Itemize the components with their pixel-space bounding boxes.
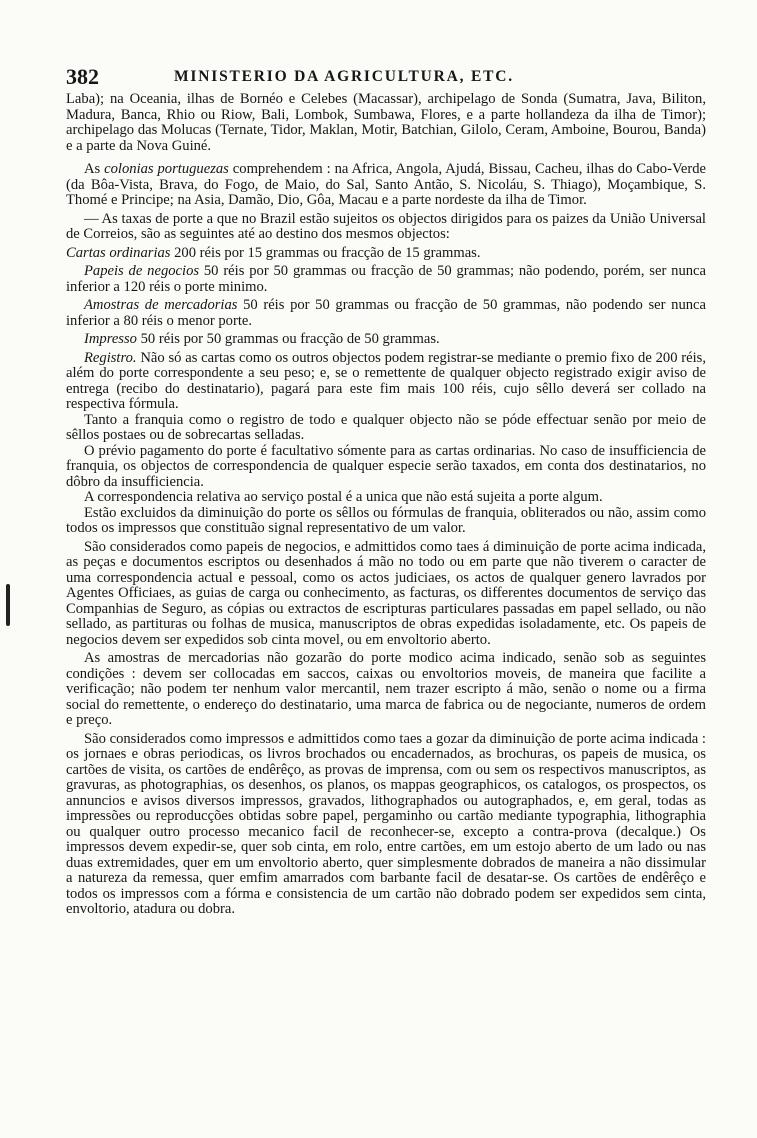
paragraph-lead: Amostras de mercadorias	[84, 297, 238, 313]
paragraph-lead: Papeis de negocios	[84, 263, 200, 279]
paragraph: A correspondencia relativa ao serviço postal é a unica que não está sujeita a porte algum.	[84, 489, 603, 505]
book-page	[66, 64, 706, 918]
paragraph: São considerados como papeis de negocios, e admittidos como taes á diminuição de porte acima indicada, as peças e documentos escriptos ou desenhados á mão no todo ou em parte que não tiverem o caracter de uma correspondencia actual e pessoal, como os actos judiciaes, os actos de qualquer genero lavrados por Agentes Officiaes, as guias de carga ou conhecimento, as facturas, os differentes documentos de serviço das Companhias de Seguro, as cópias ou extractos de escripturas particulares passadas em papel sellado, ou não sellado, as partituras ou folhas de musica, manuscriptos de obras expedidas isoladamente, etc. Os papeis de negocios devem ser expedidos sob cinta movel, ou em envoltorio aberto.	[66, 538, 706, 648]
paragraph-lead: Impresso	[84, 331, 137, 347]
paragraph: As colonias portuguezas comprehendem : na Africa, Angola, Ajudá, Bissau, Cacheu, ilhas do Cabo-Verde (da Bôa-Vista, Brava, do Fogo, de Maio, do Sal, Santo Antão, S. Nicoláu, S. Thiago), Moçambique, S. Thomé e Principe; na Asia, Damão, Dio, Gôa, Macau e a parte nordeste da ilha de Timor.	[66, 161, 706, 208]
paragraph: Papeis de negocios 50 réis por 50 grammas ou fracção de 50 grammas; não podendo, porém, ser nunca inferior a 120 réis o porte minimo.	[66, 263, 706, 295]
paragraph: Laba); na Oceania, ilhas de Bornéo e Celebes (Macassar), archipelago de Sonda (Sumatra, Java, Biliton, Madura, Banca, Rhio ou Riow, Bali, Lombok, Sumbawa, Flores, e a parte hollandeza da ilha de Timor); archipelago das Molucas (Ternate, Tidor, Maklan, Motir, Batchian, Gilolo, Ceram, Amboine, Bourou, Banda) e a parte da Nova Guiné.	[66, 91, 706, 154]
paragraph-lead: Registro.	[84, 349, 137, 366]
body-text	[66, 92, 706, 918]
paragraph: Estão excluidos da diminuição do porte os sêllos ou fórmulas de franquia, obliterados ou não, assim como todos os impressos que constituão signal representativo de um valor.	[66, 504, 706, 536]
paragraph: Registro. Não só as cartas como os outros objectos podem registrar-se mediante o premio fixo de 200 réis, além do porte correspondente a seu peso; e, se o remettente de qualquer objecto registrado exigir aviso de entrega (recibo do destinatario), pagará para este fim mais 100 réis, cujo sêllo deverá ser collado na respectiva fórmula.	[66, 349, 706, 412]
paragraph-lead: colonias portuguezas	[104, 161, 229, 177]
paragraph: As amostras de mercadorias não gozarão do porte modico acima indicado, senão sob as seguintes condições : devem ser collocadas em saccos, caixas ou envoltorios moveis, de maneira que facilite a verificação; não podem ter nenhum valor mercantil, nem trazer escripto á mão, senão o nome ou a firma social do remettente, o endereço do destinatario, uma marca de fabrica ou de negociante, numeros de ordem e preço.	[66, 650, 706, 728]
paragraph: São considerados como impressos e admittidos como taes a gozar da diminuição de porte acima indicada : os jornaes e obras periodicas, os livros brochados ou encadernados, as brochuras, os papeis de musica, os cartões de visita, os cartões de endêrêço, as provas de imprensa, com ou sem os respectivos manuscriptos, as gravuras, as photographias, os desenhos, os planos, os mappas geographicos, os catalogos, os prospectos, os annuncios e avisos diversos impressos, gravados, lithographados ou autographados, e, em geral, todas as impressões ou reproducções obtidas sobre papel, pergaminho ou cartão mediante typographia, lithographia ou qualquer outro processo mecanico facil de reconhecer-se, excepto a contra-prova (decalque.) Os impressos devem expedir-se, quer sob cinta, em rolo, entre cartões, em um estojo aberto de um lado ou nas duas extremidades, quer em um envoltorio aberto, quer simplesmente dobrados de maneira a não dissimular a natureza da remessa, quer emfim amarrados com barbante facil de desatar-se. Os cartões de endêrêço e todos os impressos com a fórma e consistencia de um cartão não dobrado podem ser expedidos sem cinta, envoltorio, atadura ou dobra.	[66, 730, 706, 917]
paragraph: Amostras de mercadorias 50 réis por 50 grammas ou fracção de 50 grammas, não podendo ser nunca inferior a 80 réis o menor porte.	[66, 297, 706, 329]
paragraph: Tanto a franquia como o registro de todo e qualquer objecto não se póde effectuar senão por meio de sêllos postaes ou de sobrecartas selladas.	[66, 411, 706, 443]
paragraph-lead: Cartas ordinarias	[66, 244, 171, 261]
page-number: 382	[66, 64, 99, 89]
paragraph: Impresso 50 réis por 50 grammas ou fracção de 50 grammas.	[84, 331, 440, 347]
page-header	[66, 64, 706, 90]
page-binding-mark	[6, 584, 10, 626]
paragraph: Cartas ordinarias 200 réis por 15 grammas ou fracção de 15 grammas.	[66, 244, 481, 261]
running-head: MINISTERIO DA AGRICULTURA, ETC.	[174, 68, 514, 85]
paragraph: — As taxas de porte a que no Brazil estão sujeitos os objectos dirigidos para os paizes da União Universal de Correios, são as seguintes até ao destino dos mesmos objectos:	[66, 210, 706, 242]
paragraph: O prévio pagamento do porte é facultativo sómente para as cartas ordinarias. No caso de insufficiencia de franquia, os objectos de correspondencia de qualquer especie serão taxados, em conta dos destinatarios, no dôbro da insufficiencia.	[66, 442, 706, 490]
